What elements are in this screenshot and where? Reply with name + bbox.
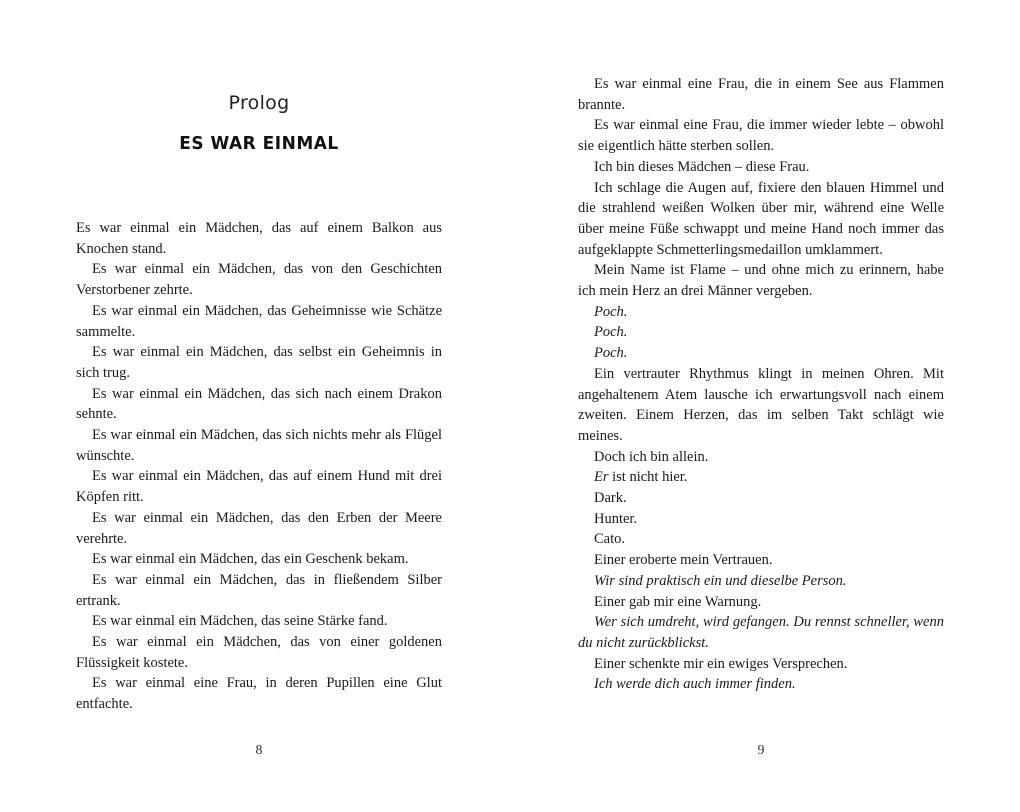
paragraph: Es war einmal eine Frau, in deren Pupillen eine Glut entfachte. [76, 675, 442, 713]
paragraph: Ich werde dich auch immer finden. [594, 676, 796, 693]
paragraph: Mein Name ist Flame – und ohne mich zu erinnern, habe ich mein Herz an drei Männer vergeben. [578, 262, 944, 300]
paragraph: Es war einmal ein Mädchen, das Geheimnisse wie Schätze sammelte. [76, 302, 442, 340]
paragraph: Es war einmal ein Mädchen, das sich nach einem Drakon sehnte. [76, 385, 442, 423]
paragraph: Es war einmal ein Mädchen, das ein Geschenk bekam. [92, 551, 409, 568]
paragraph: Einer eroberte mein Vertrauen. [594, 552, 773, 569]
chapter-title: ES WAR EINMAL [179, 133, 339, 155]
left-page-body [76, 218, 442, 715]
paragraph: Cato. [594, 531, 626, 548]
paragraph: Es war einmal ein Mädchen, das auf einem Balkon aus Knochen stand. [76, 220, 442, 257]
paragraph: Es war einmal ein Mädchen, das auf einem Hund mit drei Köpfen ritt. [76, 468, 442, 506]
paragraph: Es war einmal ein Mädchen, das von den Geschichten Verstorbener zehrte. [76, 261, 442, 299]
paragraph: Ich bin dieses Mädchen – diese Frau. [594, 158, 810, 175]
paragraph: Doch ich bin allein. [594, 448, 709, 465]
paragraph-rest: ist nicht hier. [612, 469, 688, 486]
paragraph: Ich schlage die Augen auf, fixiere den blauen Himmel und die strahlend weißen Wolken über mir, während eine Welle über meine Füße schwappt und meine Hand noch immer das aufgeklappte Schmetterlingsmedaillon umklammert. [578, 179, 944, 258]
page-number: 8 [255, 743, 263, 758]
paragraph: Dark. [594, 490, 627, 507]
paragraph: Wir sind praktisch ein und dieselbe Person. [594, 572, 847, 589]
page-number: 9 [757, 743, 765, 758]
paragraph: Poch. [594, 303, 628, 320]
paragraph: Es war einmal ein Mädchen, das den Erben der Meere verehrte. [76, 509, 442, 547]
paragraph: Poch. [594, 345, 628, 362]
paragraph: Einer gab mir eine Warnung. [594, 593, 762, 610]
paragraph: Es war einmal eine Frau, die immer wieder lebte – obwohl sie eigentlich hätte sterben sollen. [578, 117, 944, 155]
paragraph: Es war einmal ein Mädchen, das selbst ein Geheimnis in sich trug. [76, 344, 442, 381]
paragraph: Wer sich umdreht, wird gefangen. Du rennst schneller, wenn du nicht zurückblickst. [578, 614, 944, 651]
paragraph: Einer schenkte mir ein ewiges Versprechen. [594, 655, 848, 672]
right-page-body [578, 74, 944, 695]
paragraph: Ein vertrauter Rhythmus klingt in meinen Ohren. Mit angehaltenem Atem lausche ich erwartungsvoll nach einem zweiten. Einem Herzen, das im selben Takt schlägt wie meines. [578, 365, 944, 444]
paragraph: Es war einmal eine Frau, die in einem See aus Flammen brannte. [578, 76, 944, 113]
paragraph: Es war einmal ein Mädchen, das in fließendem Silber ertrank. [76, 571, 442, 609]
right-page [510, 0, 1020, 812]
paragraph: Hunter. [594, 510, 638, 527]
chapter-label: Prolog [228, 92, 290, 114]
paragraph: Es war einmal ein Mädchen, das von einer goldenen Flüssigkeit kostete. [76, 634, 442, 671]
paragraph: Es war einmal ein Mädchen, das sich nichts mehr als Flügel wünschte. [76, 427, 442, 464]
paragraph: Poch. [594, 324, 628, 341]
paragraph: Es war einmal ein Mädchen, das seine Stärke fand. [92, 613, 388, 630]
paragraph [578, 467, 944, 488]
emphasis: Er [594, 469, 609, 486]
